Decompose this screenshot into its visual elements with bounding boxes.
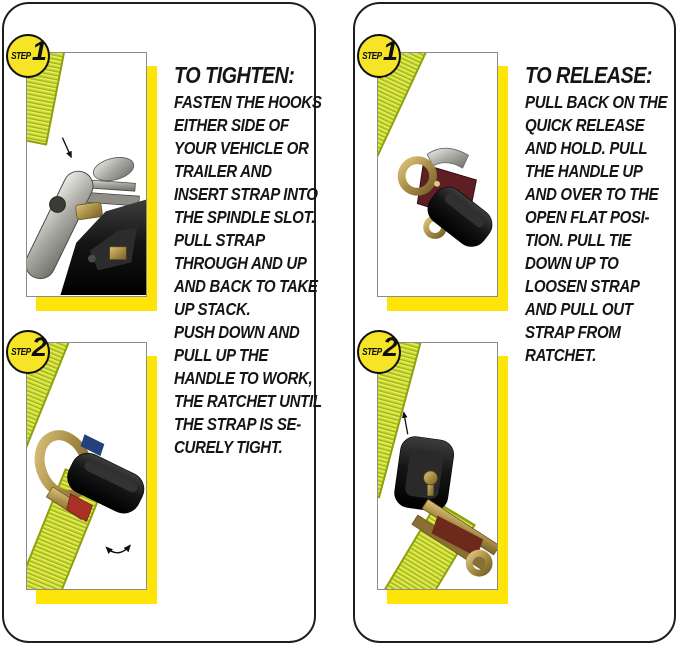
instruction-line: AND BACK TO TAKE: [174, 276, 318, 296]
panel-tighten: [2, 2, 322, 643]
instruction-line: PUSH DOWN AND: [174, 322, 300, 342]
instruction-line: AND OVER TO THE: [525, 184, 659, 204]
release-step2-photo: [377, 342, 498, 590]
instruction-line: OPEN FLAT POSI-: [525, 207, 650, 227]
badge-step-number: 1: [31, 35, 47, 66]
release-step1-photo-group: [377, 52, 498, 297]
instruction-line: PULL UP THE: [174, 345, 269, 365]
instruction-line: EITHER SIDE OF: [174, 115, 289, 135]
instruction-line: THE RATCHET UNTIL: [174, 391, 322, 411]
instruction-line: THE HANDLE UP: [525, 161, 643, 181]
instruction-line: RATCHET.: [525, 345, 597, 365]
instruction-line: TION. PULL TIE: [525, 230, 632, 250]
badge-step-word: STEP: [362, 50, 382, 62]
instruction-line: THE STRAP IS SE-: [174, 414, 301, 434]
ratchet-handle-on-strap-illustration: [27, 343, 146, 589]
tighten-step2-photo-group: [26, 342, 147, 590]
motion-arrow-icon: [106, 545, 130, 552]
badge-step-word: STEP: [11, 50, 31, 62]
instruction-line: FASTEN THE HOOKS: [174, 92, 322, 112]
tighten-step1-photo: [26, 52, 147, 297]
release-step1-badge: [357, 34, 401, 78]
release-step2-photo-group: [377, 342, 498, 590]
badge-step-number: 1: [382, 35, 398, 66]
badge-step-word: STEP: [11, 346, 31, 358]
instruction-line: CURELY TIGHT.: [174, 437, 283, 457]
instruction-line: PULL STRAP: [174, 230, 265, 250]
instruction-line: PULL BACK ON THE: [525, 92, 668, 112]
release-step2-badge: [357, 330, 401, 374]
instruction-line: QUICK RELEASE: [525, 115, 645, 135]
instruction-line: YOUR VEHICLE OR: [174, 138, 309, 158]
ratchet-assembly: [402, 148, 497, 253]
tighten-headline: TO TIGHTEN:: [174, 62, 295, 88]
black-grip: [393, 435, 456, 513]
instruction-line: AND HOLD. PULL: [525, 138, 648, 158]
tighten-instructions: [174, 62, 324, 459]
release-headline: TO RELEASE:: [525, 62, 652, 88]
tighten-step1-badge: [6, 34, 50, 78]
tighten-step2-badge: [6, 330, 50, 374]
tighten-step2-photo: [26, 342, 147, 590]
instruction-line: AND PULL OUT: [525, 299, 633, 319]
ratchet-assembly: [31, 428, 146, 522]
gold-bolt: [424, 471, 438, 485]
instruction-line: STRAP FROM: [525, 322, 621, 342]
instruction-line: THE SPINDLE SLOT.: [174, 207, 316, 227]
release-instructions: [525, 62, 675, 367]
instruction-line: THROUGH AND UP: [174, 253, 307, 273]
instruction-line: UP STACK.: [174, 299, 251, 319]
down-arrow-icon: [62, 138, 71, 158]
badge-step-word: STEP: [362, 346, 382, 358]
ratchet-closeup: [27, 154, 146, 295]
open-flat-ratchet-illustration: [378, 343, 497, 589]
badge-step-number: 2: [31, 331, 47, 362]
release-step1-photo: [377, 52, 498, 297]
instruction-line: INSERT STRAP INTO: [174, 184, 318, 204]
instruction-line: LOOSEN STRAP: [525, 276, 640, 296]
instruction-line: DOWN UP TO: [525, 253, 619, 273]
strap-above-ratchet-spindle-closeup-illustration: [27, 53, 146, 296]
tighten-step1-photo-group: [26, 52, 147, 297]
instruction-line: HANDLE TO WORK,: [174, 368, 313, 388]
panel-release: [353, 2, 676, 643]
badge-step-number: 2: [382, 331, 398, 362]
instruction-line: TRAILER AND: [174, 161, 272, 181]
closed-ratchet-on-strap-illustration: [378, 53, 497, 296]
up-arrow-icon: [404, 412, 408, 434]
